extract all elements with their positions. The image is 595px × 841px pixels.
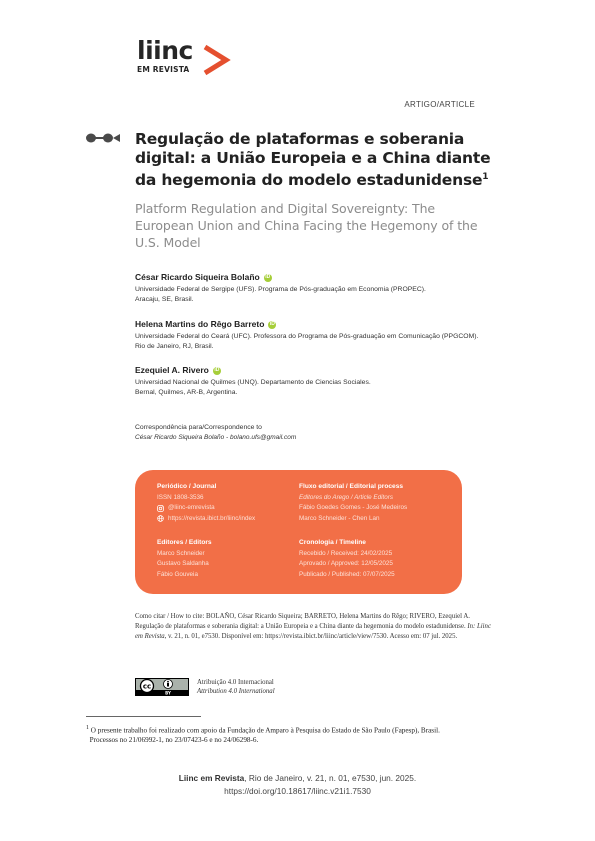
logo-subtitle: EM REVISTA — [137, 65, 190, 74]
author-name: Ezequiel A. Rivero — [135, 365, 209, 375]
decorative-dots-icon — [86, 133, 122, 143]
how-to-cite: Como citar / How to cite: BOLAÑO, César Ricardo Siqueira; BARRETO, Helena Martins do Rêgo; RIVERO, Ezequiel A. Regulação de plataformas e soberania digital: a União Europeia e a China diante da hegemonia do modelo estadunidense. In: Liinc em Revista, v. 21, n. 01, e7530. Disponível em: https://revista.ibict.br/liinc/article/view/7530. Acesso em: 07 jul. 2025. — [135, 613, 491, 640]
article-subtitle: Platform Regulation and Digital Sovereignty: The European Union and China Facing the Hegemony of the U.S. Model — [135, 201, 478, 250]
timeline-received: Recebido / Received: 24/02/2025 — [299, 549, 393, 557]
editorial-process-heading: Fluxo editorial / Editorial process — [299, 483, 404, 490]
editorial-process-column — [299, 482, 407, 524]
orcid-icon[interactable]: iD — [269, 321, 275, 327]
instagram-link[interactable]: @liinc-emrevista — [168, 504, 215, 511]
title-footnote-mark[interactable]: 1 — [482, 172, 489, 182]
author-name: César Ricardo Siqueira Bolaño — [135, 272, 260, 282]
author-block — [135, 272, 515, 305]
footer-citation: Liinc em Revista, Rio de Janeiro, v. 21, n. 01, e7530, jun. 2025. — [178, 773, 417, 783]
footnote: $^1$ O presente trabalho foi realizado com apoio da Fundação de Amparo à Pesquisa do Estado de São Paulo (Fapesp), Brasil. Processos no 21/06992-1, no 23/07423-6 e no 24/06298-6. — [86, 725, 440, 745]
orcid-icon[interactable]: iD — [265, 274, 271, 280]
timeline-published: Publicado / Published: 07/07/2025 — [299, 570, 395, 578]
author-affiliation: Universidade Federal de Sergipe (UFS). Programa de Pós-graduação em Economia (PROPEC). Aracaju, SE, Brasil. — [135, 286, 426, 303]
website-link[interactable]: https://revista.ibict.br/liinc/index — [168, 514, 256, 522]
journal-logo — [137, 36, 247, 80]
logo-chevron-icon — [202, 44, 232, 76]
timeline-approved: Aprovado / Approved: 12/05/2025 — [299, 560, 393, 567]
title-text: Regulação de plataformas e soberania digital: a União Europeia e a China diante da hegemonia do modelo estadunidense — [135, 130, 491, 190]
author-block — [135, 319, 515, 352]
article-editors-label: Editores do Arego / Article Editors — [299, 493, 394, 501]
cc-by-license-badge[interactable] — [135, 678, 189, 696]
issn-text: ISSN 1808-3536 — [157, 493, 204, 501]
citation-journal: In: Liinc em Revista — [135, 623, 491, 640]
journal-info-column — [157, 482, 255, 524]
footer-doi-link[interactable]: https://doi.org/10.18617/liinc.v21i1.7530 — [224, 786, 371, 796]
logo-wordmark: liinc — [137, 36, 193, 65]
correspondence-value[interactable]: César Ricardo Siqueira Bolaño - bolano.ufs@gmail.com — [135, 434, 297, 441]
article-editors: Fábio Goedes Gomes - José Medeiros — [299, 504, 408, 511]
editor-name: Fábio Gouveia — [157, 570, 198, 578]
correspondence-label: Correspondência para/Correspondence to — [135, 424, 262, 431]
editors-heading: Editores / Editors — [157, 539, 212, 546]
by-badge-text: BY — [165, 690, 171, 696]
editor-name: Marco Schneider — [157, 549, 205, 557]
editors-column — [157, 538, 212, 580]
globe-icon — [157, 515, 164, 522]
instagram-icon — [157, 505, 164, 512]
cc-badge-text: cc — [142, 682, 152, 691]
footer-journal-name: Liinc em Revista — [178, 773, 245, 783]
author-block — [135, 365, 515, 398]
license-text: Atribuição 4.0 Internacional Attribution 4.0 International — [197, 679, 275, 695]
author-affiliation: Universidad Nacional de Quilmes (UNQ). Departamento de Ciencias Sociales. Bernal, Quilmes, AR-B, Argentina. — [135, 379, 371, 396]
journal-heading: Periódico / Journal — [157, 483, 217, 490]
footnote-mark: 1 — [86, 725, 89, 731]
timeline-heading: Cronologia / Timeline — [299, 539, 366, 546]
author-name: Helena Martins do Rêgo Barreto — [135, 319, 265, 329]
article-type-label: ARTIGO/ARTICLE — [404, 100, 475, 109]
article-title — [135, 130, 495, 190]
journal-info-box — [135, 470, 462, 594]
article-editors: Marco Schneider - Chen Lan — [299, 514, 380, 522]
orcid-icon[interactable]: iD — [214, 367, 220, 373]
author-affiliation: Universidade Federal do Ceará (UFC). Professora do Programa de Pós-graduação em Comunicação (PPGCOM). Rio de Janeiro, RJ, Brasil. — [135, 333, 479, 350]
footnote-divider — [86, 716, 201, 717]
editor-name: Gustavo Saldanha — [157, 560, 209, 567]
timeline-column — [299, 538, 395, 580]
